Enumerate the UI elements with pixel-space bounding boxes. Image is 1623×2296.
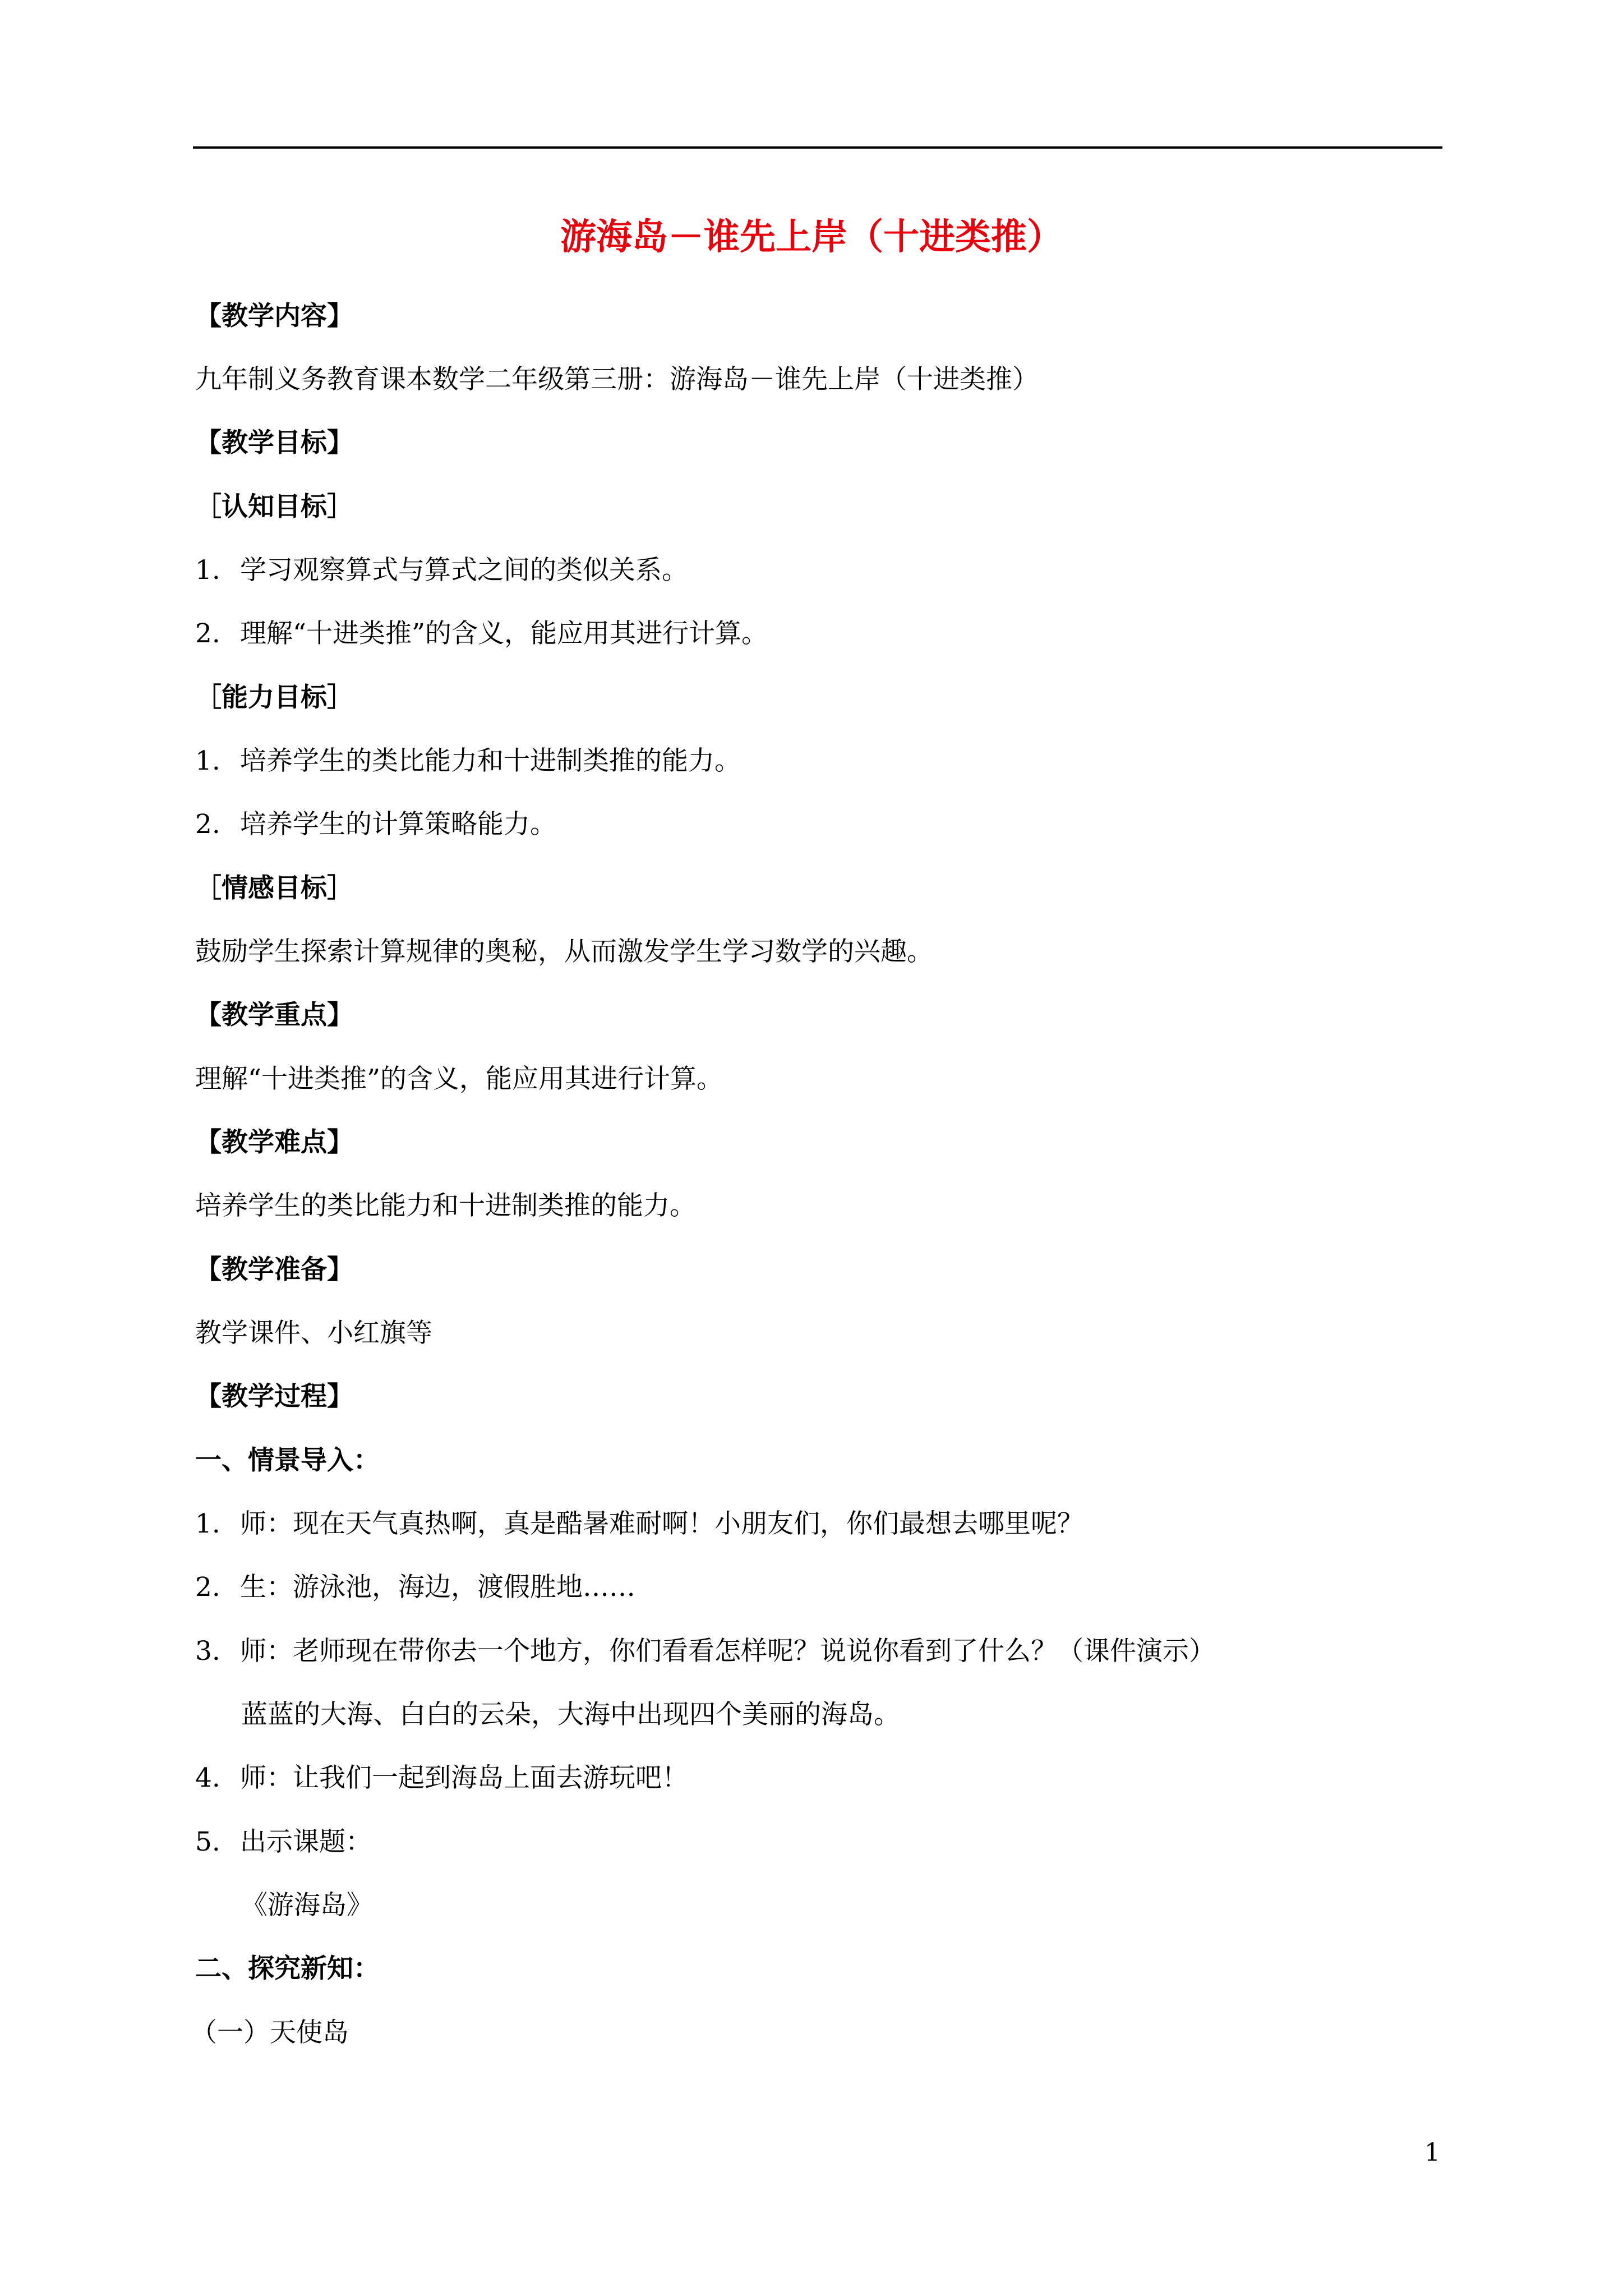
prep-text: 教学课件、小红旗等 [195, 1318, 432, 1349]
item-text: 生：游泳池，海边，渡假胜地…… [240, 1572, 635, 1603]
part2-heading: 二、探究新知： [195, 1953, 380, 1984]
item-number: 5. [195, 1826, 220, 1857]
prep-heading: 【教学准备】 [195, 1254, 353, 1285]
item-text: 师：老师现在带你去一个地方，你们看看怎样呢？说说你看到了什么？（课件演示） [240, 1636, 1215, 1667]
ability-item [195, 743, 741, 779]
page-number: 1 [1424, 2138, 1440, 2167]
item-number: 1. [195, 1508, 220, 1539]
cognitive-item [195, 553, 688, 588]
item-number: 1. [195, 746, 220, 776]
item-number: 1. [195, 555, 220, 586]
item-text: 师：现在天气真热啊，真是酷暑难耐啊！小朋友们，你们最想去哪里呢？ [240, 1508, 1083, 1539]
item-text: 理解“十进类推”的含义，能应用其进行计算。 [240, 618, 768, 649]
item-text: 出示课题： [240, 1826, 372, 1857]
content-text: 九年制义务教育课本数学二年级第三册：游海岛－谁先上岸（十进类推） [195, 364, 1039, 395]
part1-item-continuation: 蓝蓝的大海、白白的云朵，大海中出现四个美丽的海岛。 [241, 1699, 900, 1730]
item-number: 2. [195, 618, 220, 649]
emotion-heading: ［情感目标］ [195, 873, 353, 904]
document-title: 游海岛－谁先上岸（十进类推） [560, 216, 1063, 258]
process-heading: 【教学过程】 [195, 1381, 353, 1412]
item-number: 3. [195, 1636, 220, 1667]
cognitive-heading: ［认知目标］ [195, 491, 353, 522]
part1-heading: 一、情景导入： [195, 1445, 380, 1476]
difficulty-text: 培养学生的类比能力和十进制类推的能力。 [195, 1190, 696, 1221]
item-text: 培养学生的类比能力和十进制类推的能力。 [240, 746, 741, 776]
goals-heading: 【教学目标】 [195, 427, 353, 458]
difficulty-heading: 【教学难点】 [195, 1127, 353, 1158]
key-text: 理解“十进类推”的含义，能应用其进行计算。 [195, 1064, 723, 1094]
part1-item [195, 1570, 635, 1605]
item-number: 2. [195, 809, 220, 840]
lesson-topic: 《游海岛》 [241, 1890, 373, 1921]
item-number: 4. [195, 1763, 220, 1793]
top-rule [193, 146, 1442, 149]
item-text: 培养学生的计算策略能力。 [240, 809, 556, 840]
ability-item [195, 807, 556, 843]
cognitive-item [195, 616, 768, 652]
part2-subheading: （一）天使岛 [191, 2017, 349, 2048]
item-number: 2. [195, 1572, 220, 1603]
item-text: 学习观察算式与算式之间的类似关系。 [240, 555, 688, 586]
key-heading: 【教学重点】 [195, 1000, 353, 1030]
part1-item [195, 1760, 688, 1796]
emotion-text: 鼓励学生探索计算规律的奥秘，从而激发学生学习数学的兴趣。 [195, 936, 933, 967]
item-text: 师：让我们一起到海岛上面去游玩吧！ [240, 1763, 688, 1793]
part1-item [195, 1634, 1215, 1669]
ability-heading: ［能力目标］ [195, 682, 353, 713]
content-heading: 【教学内容】 [195, 301, 353, 332]
part1-item [195, 1824, 372, 1860]
part1-item [195, 1506, 1083, 1542]
